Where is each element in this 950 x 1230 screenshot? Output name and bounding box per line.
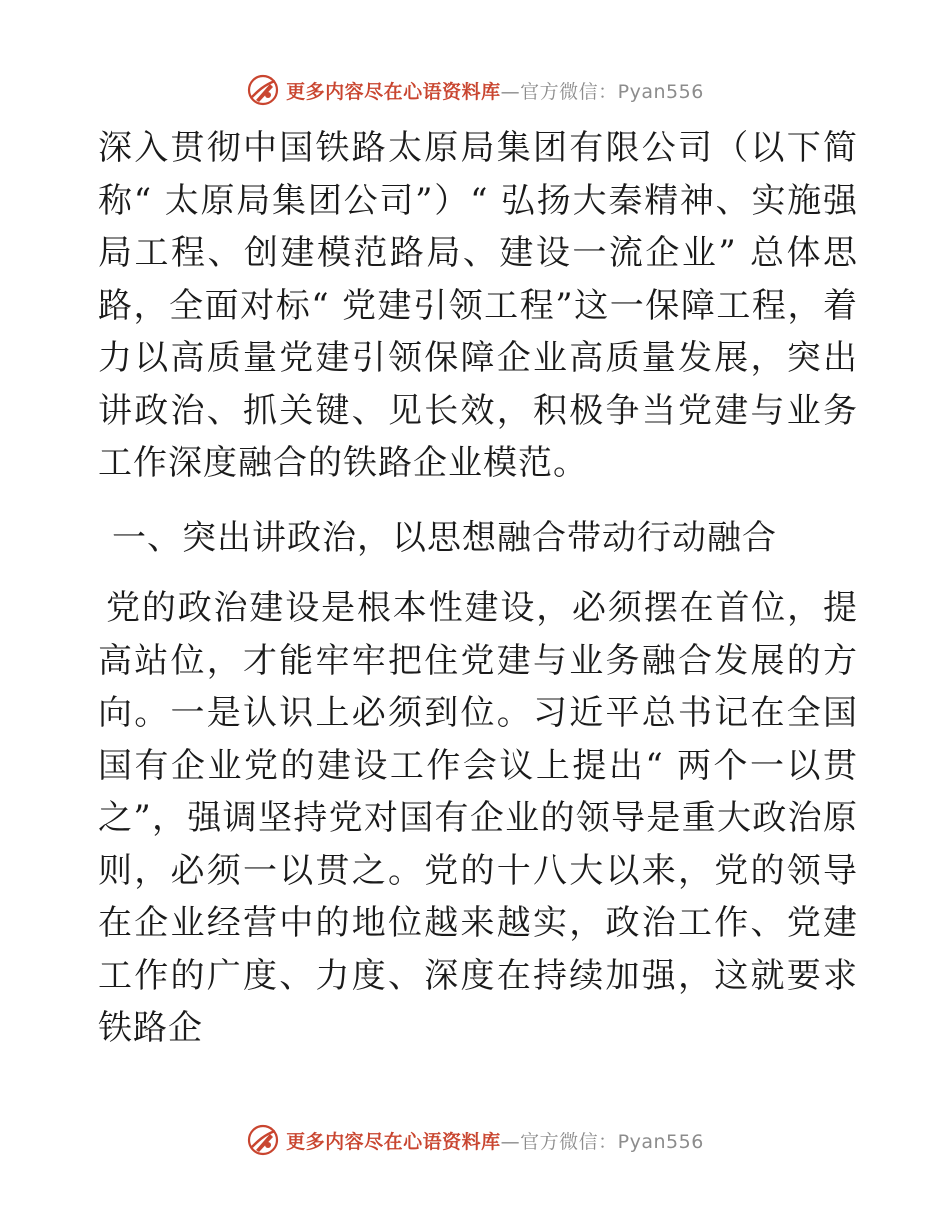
section-heading: 一、突出讲政治，以思想融合带动行动融合 bbox=[112, 517, 777, 558]
banner-separator: — bbox=[500, 80, 521, 103]
banner-wechat: 官方微信：Pyan556 bbox=[520, 1130, 704, 1153]
paragraph-intro: 深入贯彻中国铁路太原局集团有限公司（以下简称“ 太原局集团公司”）“ 弘扬大秦精神、实施强局工程、创建模范路局、建设一流企业” 总体思路，全面对标“ 党建引领工程”这一保障工程，着力以高质量党建引领保障企业高质量发展，突出讲政治、抓关键、见长效，积极争当党建与业务工作深度融合的铁路企业模范。 bbox=[98, 128, 858, 483]
banner-wechat: 官方微信：Pyan556 bbox=[520, 80, 704, 103]
banner-slogan: 更多内容尽在心语资料库 bbox=[286, 80, 501, 103]
paragraph-political: 党的政治建设是根本性建设，必须摆在首位，提高站位，才能牢牢把住党建与业务融合发展的方向。一是认识上必须到位。习近平总书记在全国国有企业党的建设工作会议上提出“ 两个一以贯之”，强调坚持党对国有企业的领导是重大政治原则，必须一以贯之。党的十八大以来，党的领导在企业经营中的地位越来越实，政治工作、党建工作的广度、力度、深度在持续加强，这就要求铁路企 bbox=[98, 588, 858, 1048]
header-banner bbox=[0, 70, 950, 110]
banner-text bbox=[286, 1127, 704, 1154]
footer-banner bbox=[0, 1120, 950, 1160]
library-logo-icon bbox=[246, 73, 280, 107]
banner-separator: — bbox=[500, 1130, 521, 1153]
library-logo-icon bbox=[246, 1123, 280, 1157]
banner-slogan: 更多内容尽在心语资料库 bbox=[286, 1130, 501, 1153]
banner-text bbox=[286, 77, 704, 104]
document-body bbox=[98, 122, 858, 1055]
